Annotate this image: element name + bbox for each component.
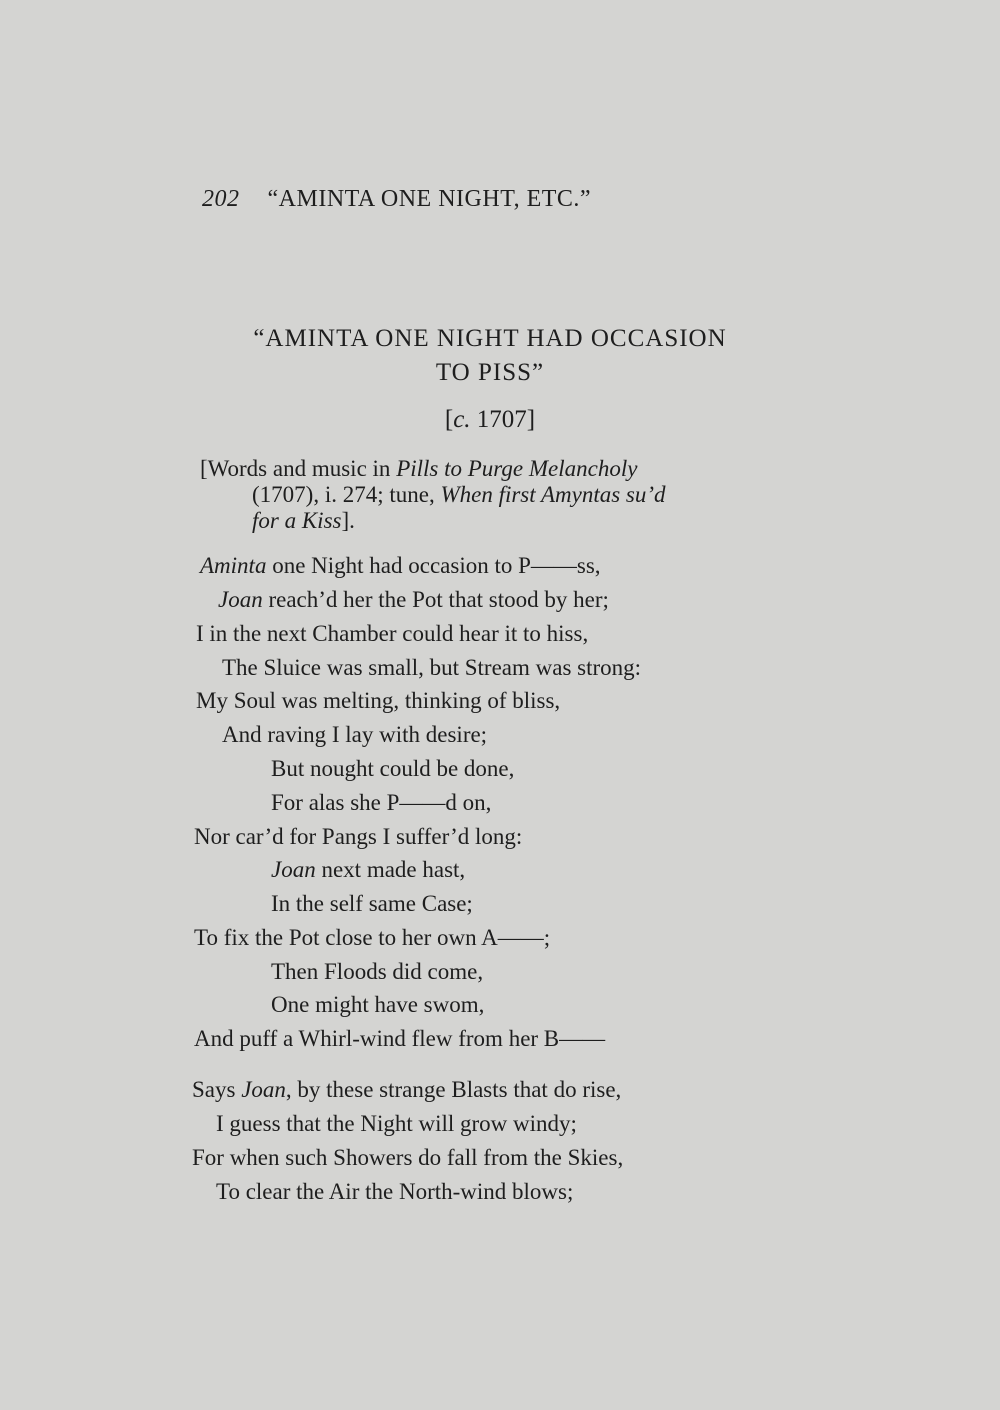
verse-line: In the self same Case; [271, 891, 473, 916]
verse-line: To fix the Pot close to her own A——; [194, 925, 551, 950]
verse-line: Says Joan, by these strange Blasts that do rise, [192, 1077, 622, 1102]
verse-line: Then Floods did come, [271, 959, 484, 984]
poem-date: [c. 1707] [444, 406, 536, 433]
verse-line: For alas she P——d on, [271, 790, 492, 815]
verse-line: The Sluice was small, but Stream was strong: [222, 655, 642, 680]
verse-line: Joan next made hast, [271, 857, 466, 882]
note-line-1: [Words and music in Pills to Purge Melancholy [200, 456, 638, 481]
verse-line: But nought could be done, [271, 756, 515, 781]
verse-line: Nor car’d for Pangs I suffer’d long: [194, 824, 523, 849]
poem-title [170, 322, 810, 390]
verse-line: I in the next Chamber could hear it to hiss, [196, 621, 589, 646]
poem-title-line-2: TO PISS” [435, 359, 545, 386]
verse-line: And raving I lay with desire; [222, 722, 488, 747]
editorial-note [200, 456, 745, 534]
verse-line: For when such Showers do fall from the Skies, [192, 1145, 624, 1170]
verse-line: My Soul was melting, thinking of bliss, [196, 688, 561, 713]
note-line-2: (1707), i. 274; tune, When first Amyntas su’d [252, 482, 666, 507]
verse-line: Joan reach’d her the Pot that stood by her; [218, 587, 609, 612]
verse-line: One might have swom, [271, 992, 485, 1017]
page-number: 202 [202, 186, 240, 212]
verse-line: I guess that the Night will grow windy; [216, 1111, 577, 1136]
verse-line: Aminta one Night had occasion to P——ss, [200, 553, 601, 578]
verse-line: To clear the Air the North-wind blows; [216, 1179, 574, 1204]
note-line-3: for a Kiss]. [252, 508, 355, 533]
verse-line: And puff a Whirl-wind flew from her B—— [194, 1026, 606, 1051]
running-title: “AMINTA ONE NIGHT, ETC.” [267, 186, 592, 212]
running-head [202, 186, 591, 213]
poem-title-line-1: “AMINTA ONE NIGHT HAD OCCASION [253, 325, 727, 352]
